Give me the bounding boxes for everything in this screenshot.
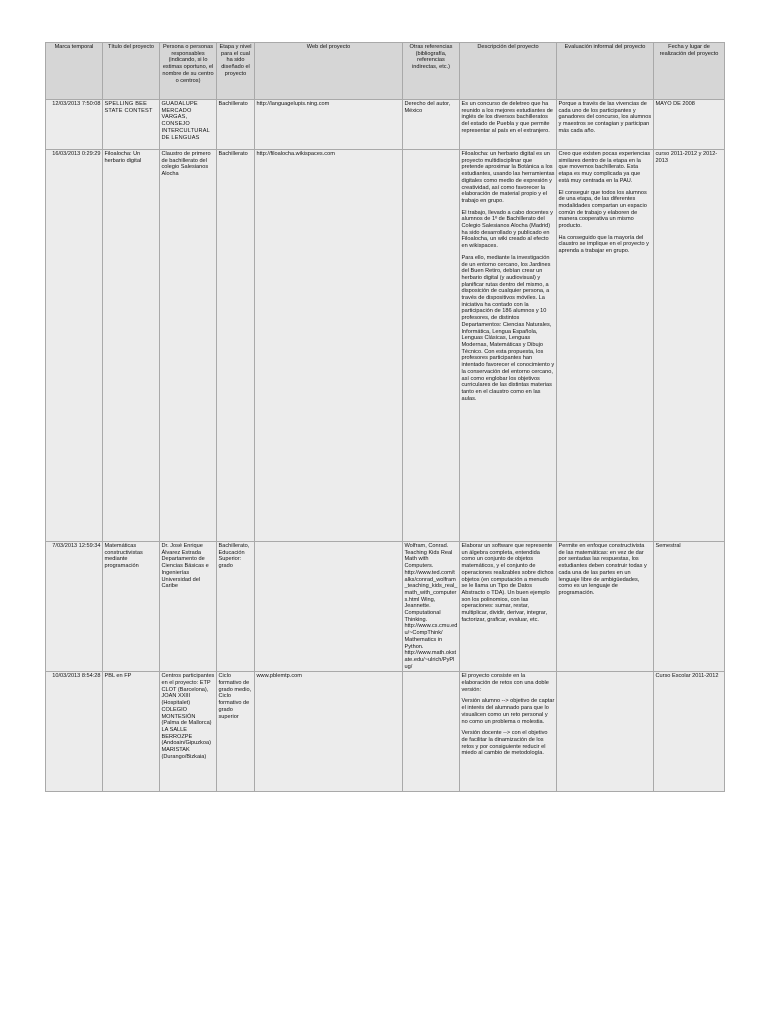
title-cell: PBL en FP — [103, 672, 160, 792]
responsible-cell: GUADALUPE MERCADO VARGAS, CONSEJO INTERCULTURAL DE LENGUAS — [160, 100, 217, 150]
title-cell: Matemáticas constructivistas mediante programación — [103, 542, 160, 672]
evaluation-paragraph: El conseguir que todos los alumnos de una etapa, de las diferentes modalidades compartan un espacio común de trabajo y elaboren de manera cooperativa un mismo producto. — [558, 189, 647, 230]
responses-table — [45, 42, 725, 792]
column-header-web: Web del proyecto — [255, 43, 403, 100]
column-header-description: Descripción del proyecto — [460, 43, 557, 100]
web-cell: http://languagelupis.ning.com — [255, 100, 403, 150]
description-paragraph: Filoalocha: un herbario digital es un proyecto multidisciplinar que pretende aproximar la Botánica a los estudiantes, usando las herramientas digitales como medio de expresión y creatividad, así como favorecer la elaboración de material propio y el trabajo en grupo. — [461, 151, 555, 204]
description-cell — [460, 100, 557, 150]
column-header-title: Título del proyecto — [103, 43, 160, 100]
description-paragraph: Versión alumno --> objetivo de captar el interés del alumnado para que lo visualicen como un reto personal y no como un problema o molestia. — [461, 698, 555, 725]
description-paragraph: El trabajo, llevado a cabo docentes y alumnos de 1º de Bachillerato del Colegio Salesianos Alocha (Madrid) ha sido desarrollado y publicado en Filoalocha, un wiki creado al efecto en wikispaces. — [461, 209, 553, 250]
column-header-references: Otras referencias (bibliografía, referencias indirectas, etc.) — [403, 43, 460, 100]
timestamp-cell: 12/03/2013 7:50:08 — [46, 100, 103, 150]
evaluation-cell — [557, 672, 654, 792]
description-paragraph: Versión docente --> con el objetivo de facilitar la dinamización de los retos y por consiguiente reducir el miedo al cambio de metodología. — [461, 730, 548, 757]
description-cell — [460, 542, 557, 672]
table-row — [46, 672, 725, 792]
references-cell: Derecho del autor, México — [403, 100, 460, 150]
table-row — [46, 100, 725, 150]
references-cell — [403, 672, 460, 792]
date-cell: MAYO DE 2008 — [654, 100, 725, 150]
column-header-timestamp: Marca temporal — [46, 43, 103, 100]
table-row — [46, 150, 725, 542]
table-row — [46, 542, 725, 672]
evaluation-cell — [557, 150, 654, 542]
description-paragraph: El proyecto consiste en la elaboración de retos con una doble versión: — [461, 673, 549, 693]
evaluation-paragraph: Creo que existen pocas experiencias similares dentro de la etapa en la que movemos bachillerato. Esta etapa es muy complicada ya que está muy centrada en la PAU. — [558, 151, 651, 184]
evaluation-paragraph: Porque a través de las vivencias de cada uno de los participantes y ganadores del concurso, los alumnos y maestros se contagian y participan más cada año. — [558, 101, 652, 134]
web-cell — [255, 542, 403, 672]
column-header-evaluation: Evaluación informal del proyecto — [557, 43, 654, 100]
evaluation-paragraph: Permite en enfoque constructivista de las matemáticas: en vez de dar por sentadas las respuestas, los estudiantes deben construir todas y cada una de las partes en un lenguaje libre de ambigüedades, como es un lenguaje de programación. — [558, 543, 647, 596]
responsible-cell: Claustro de primero de bachillerato del colegio Salesianos Alocha — [160, 150, 217, 542]
stage-cell: Bachillerato — [217, 150, 255, 542]
evaluation-cell — [557, 100, 654, 150]
references-cell — [403, 150, 460, 542]
responsible-cell: Centros participantes en el proyecto: ETP CLOT (Barcelona), JOAN XXIII (Hospitalet) COLEGIO MONTESIÓN (Palma de Mallorca) LA SALLE BERROZPE (Andoain/Gipuzkoa) MARISTAK (Durango/Bizkaia) — [160, 672, 217, 792]
description-paragraph: Es un concurso de deletreo que ha reunido a los mejores estudiantes de inglés de los diversos bachilleratos del estado de Puebla y que permite representar al país en el extranjero. — [461, 101, 553, 134]
stage-cell: Bachillerato — [217, 100, 255, 150]
web-cell: http://filoalocha.wikispaces.com — [255, 150, 403, 542]
column-header-stage: Etapa y nivel para el cual ha sido diseñado el proyecto — [217, 43, 255, 100]
web-cell: www.pblemtp.com — [255, 672, 403, 792]
column-header-date: Fecha y lugar de realización del proyecto — [654, 43, 725, 100]
date-cell: Curso Escolar 2011-2012 — [654, 672, 725, 792]
description-paragraph: Para ello, mediante la investigación de un entorno cercano, los Jardines del Buen Retiro, debían crear un herbario digital (y audiovisual) y planificar rutas dentro del mismo, a disposición de cualquier persona, a través de dispositivos móviles. La iniciativa ha contado con la participación de 186 alumnos y 10 profesores, de distintos Departamentos: Ciencias Naturales, Informática, Lengua Española, Lenguas Clásicas, Lenguas Modernas, Matemáticas y Dibujo Técnico. Con esta propuesta, los profesores participantes han intentado favorecer el conocimiento y la conservación del entorno cercano, así como englobar los objetivos curriculares de las distintas materias tanto en el claustro como en las aulas. — [461, 254, 555, 402]
date-cell: Semestral — [654, 542, 725, 672]
timestamp-cell: 7/03/2013 12:59:34 — [46, 542, 103, 672]
date-cell: curso 2011-2012 y 2012-2013 — [654, 150, 725, 542]
stage-cell: Ciclo formativo de grado medio, Ciclo formativo de grado superior — [217, 672, 255, 792]
description-cell — [460, 672, 557, 792]
references-cell: Wolfram, Conrad. Teaching Kids Real Math with Computers. http://www.ted.com/talks/conrad_wolfram_teaching_kids_real_math_with_computers.html Wing, Jeannette. Computational Thinking. http://www.cs.cmu.edu/~CompThink/ Mathematics in Python. http://www.math.okstate.edu/~ulrich/PyPlug/ — [403, 542, 460, 672]
description-cell — [460, 150, 557, 542]
timestamp-cell: 16/03/2013 0:29:29 — [46, 150, 103, 542]
title-cell: Filoalocha: Un herbario digital — [103, 150, 160, 542]
header-row — [46, 43, 725, 100]
description-paragraph: Elaborar un software que represente un álgebra completa, entendida como un conjunto de objetos matemáticos, y el conjunto de operaciones realizables sobre dichos objetos (en computación a menudo se le llama un Tipo de Datos Abstracto o TDA). Un buen ejemplo son los polinomios, con las operaciones: sumar, restar, multiplicar, dividir, derivar, integrar, factorizar, graficar, evaluar, etc. — [461, 543, 554, 623]
timestamp-cell: 10/03/2013 8:54:28 — [46, 672, 103, 792]
evaluation-cell — [557, 542, 654, 672]
responsible-cell: Dr. José Enrique Álvarez Estrada Departamento de Ciencias Básicas e Ingenierías Universidad del Caribe — [160, 542, 217, 672]
evaluation-paragraph: Ha conseguido que la mayoría del claustro se implique en el proyecto y aprenda a trabajar en grupo. — [558, 234, 649, 255]
title-cell: SPELLING BEE STATE CONTEST — [103, 100, 160, 150]
column-header-responsible: Persona o personas responsables (indicando, si lo estimas oportuno, el nombre de su centro o centros) — [160, 43, 217, 100]
stage-cell: Bachillerato, Educación Superior: grado — [217, 542, 255, 672]
